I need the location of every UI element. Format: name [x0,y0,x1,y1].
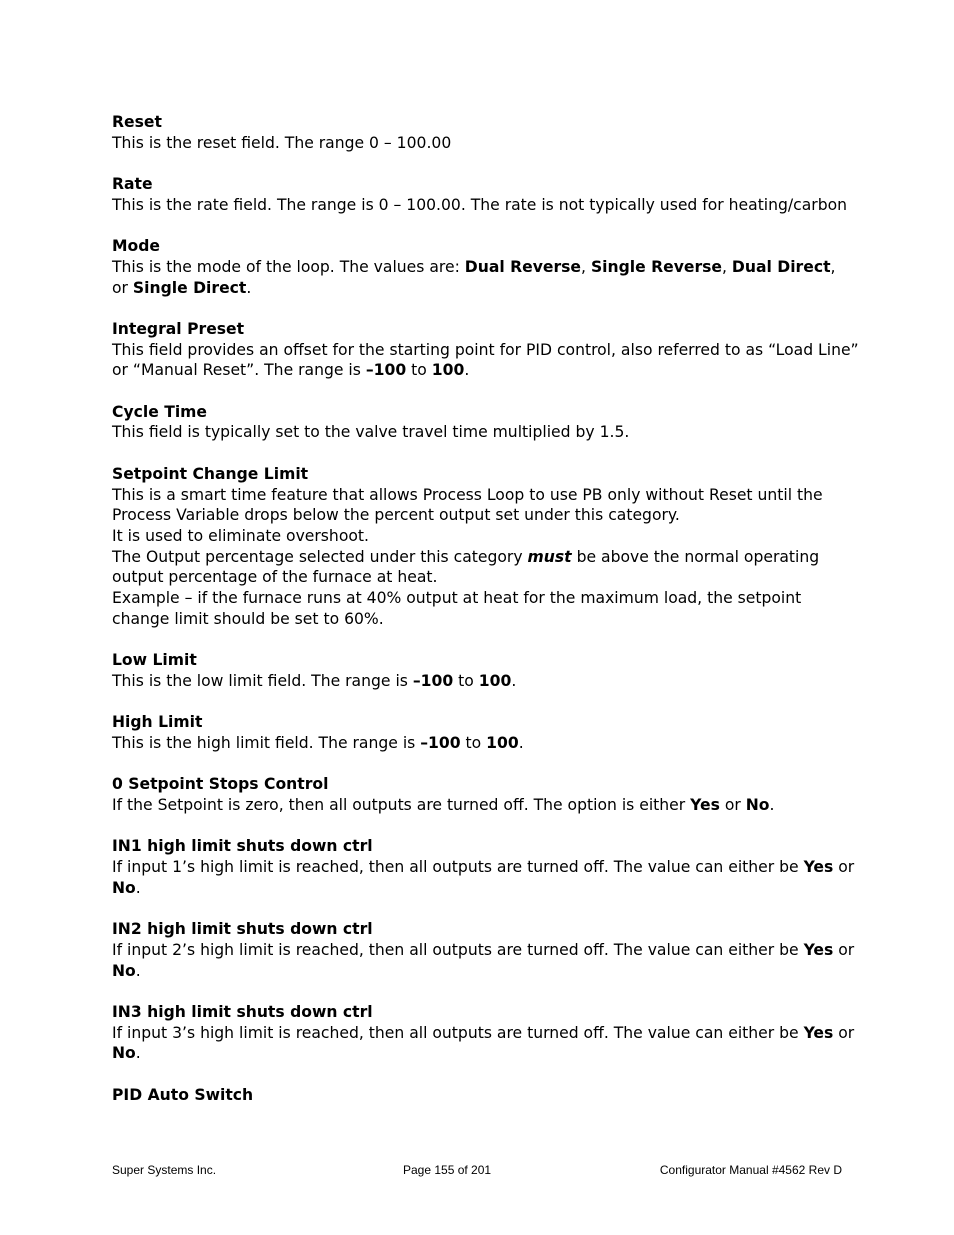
section-low-limit [112,650,852,691]
text-run: . [518,733,524,752]
section-heading: IN2 high limit shuts down ctrl [112,920,373,939]
option-yes: Yes [690,796,720,815]
mode-value-single-reverse: Single Reverse [590,257,722,276]
text-run: . [135,878,141,897]
section-text [112,360,852,381]
mode-value-dual-reverse: Dual Reverse [464,257,582,276]
section-cycle-time [112,402,852,443]
section-text [112,878,852,899]
option-no: No [112,961,136,980]
emphasis-must: must [527,547,572,566]
text-run: . [246,278,252,297]
text-run: . [135,1044,141,1063]
section-text [112,1023,855,1044]
document-body [112,112,859,1126]
section-text: This is the rate field. The range is 0 – 100.00. The rate is not typically used for heating/carbon [112,195,848,214]
text-run: or “Manual Reset”. The range is [112,361,366,380]
option-yes: Yes [803,940,834,959]
section-text: output percentage of the furnace at heat. [112,568,438,587]
mode-value-single-direct: Single Direct [132,278,247,297]
section-text: Example – if the furnace runs at 40% output at heat for the maximum load, the setpoint [112,589,802,608]
text-run: or [112,278,133,297]
text-run: , [722,257,732,276]
section-text [112,671,852,692]
range-max: 100 [478,671,512,690]
section-text [112,257,852,278]
section-heading: PID Auto Switch [112,1085,254,1104]
text-run: . [464,361,470,380]
section-heading: Low Limit [112,651,197,670]
option-no: No [745,796,770,815]
text-run: This is the low limit field. The range is [112,671,413,690]
section-text: This field provides an offset for the starting point for PID control, also referred to as “Load Line” [112,340,859,359]
range-max: 100 [431,361,465,380]
section-zero-setpoint [112,774,852,815]
footer-document-title: Configurator Manual #4562 Rev D [659,1163,842,1177]
section-in1-high-limit [112,836,855,898]
text-run: . [135,961,141,980]
text-run: This is the high limit field. The range is [112,733,421,752]
section-text: change limit should be set to 60%. [112,609,384,628]
text-run: , [830,257,836,276]
text-run: to [406,361,432,380]
text-run: If input 1’s high limit is reached, then all outputs are turned off. The value can either be [112,858,804,877]
option-no: No [112,1044,136,1063]
mode-value-dual-direct: Dual Direct [731,257,831,276]
section-integral-preset [112,319,859,381]
section-text: This is a smart time feature that allows Process Loop to use PB only without Reset until the [112,485,823,504]
section-text [112,940,855,961]
section-heading: Mode [112,237,160,256]
section-heading: Integral Preset [112,319,245,338]
section-in3-high-limit [112,1002,855,1064]
section-text [112,733,852,754]
section-heading: Setpoint Change Limit [112,464,309,483]
text-run: or [833,858,855,877]
range-min: –100 [412,671,454,690]
text-run: , [581,257,591,276]
section-text [112,278,852,299]
text-run: This is the mode of the loop. The values are: [112,257,465,276]
section-text: Process Variable drops below the percent output set under this category. [112,506,680,525]
section-pid-auto-switch [112,1085,852,1106]
section-text [112,795,852,816]
text-run: The Output percentage selected under this category [112,547,528,566]
option-yes: Yes [803,1023,834,1042]
text-run: or [719,796,746,815]
section-text: This is the reset field. The range 0 – 100.00 [112,133,452,152]
section-mode [112,236,852,298]
text-run: be above the normal operating [571,547,820,566]
section-heading: IN1 high limit shuts down ctrl [112,837,373,856]
section-heading: Reset [112,113,162,131]
range-min: –100 [420,733,461,752]
section-text [112,961,852,982]
option-no: No [112,878,136,897]
section-text [112,1043,852,1064]
section-high-limit [112,712,852,753]
section-in2-high-limit [112,919,855,981]
text-run: If the Setpoint is zero, then all outputs are turned off. The option is either [112,796,691,815]
text-run: to [453,671,479,690]
section-text: This field is typically set to the valve travel time multiplied by 1.5. [112,423,630,442]
section-heading: 0 Setpoint Stops Control [112,775,329,794]
option-yes: Yes [803,858,834,877]
section-heading: Rate [112,175,153,194]
range-min: –100 [365,361,407,380]
section-heading: Cycle Time [112,402,208,421]
footer-page-number: Page 155 of 201 [403,1163,492,1177]
text-run: or [833,1023,855,1042]
section-text [112,547,852,568]
text-run: or [833,940,855,959]
text-run: . [769,796,775,815]
section-text: It is used to eliminate overshoot. [112,526,369,545]
section-reset [112,112,852,153]
range-max: 100 [486,733,519,752]
footer-company: Super Systems Inc. [112,1163,217,1177]
section-heading: High Limit [112,713,203,732]
section-setpoint-change-limit [112,464,852,630]
section-text [112,857,855,878]
text-run: If input 2’s high limit is reached, then all outputs are turned off. The value can either be [112,940,804,959]
section-heading: IN3 high limit shuts down ctrl [112,1003,373,1022]
text-run: . [511,671,517,690]
text-run: If input 3’s high limit is reached, then all outputs are turned off. The value can either be [112,1023,804,1042]
section-rate [112,174,852,215]
text-run: to [460,733,487,752]
